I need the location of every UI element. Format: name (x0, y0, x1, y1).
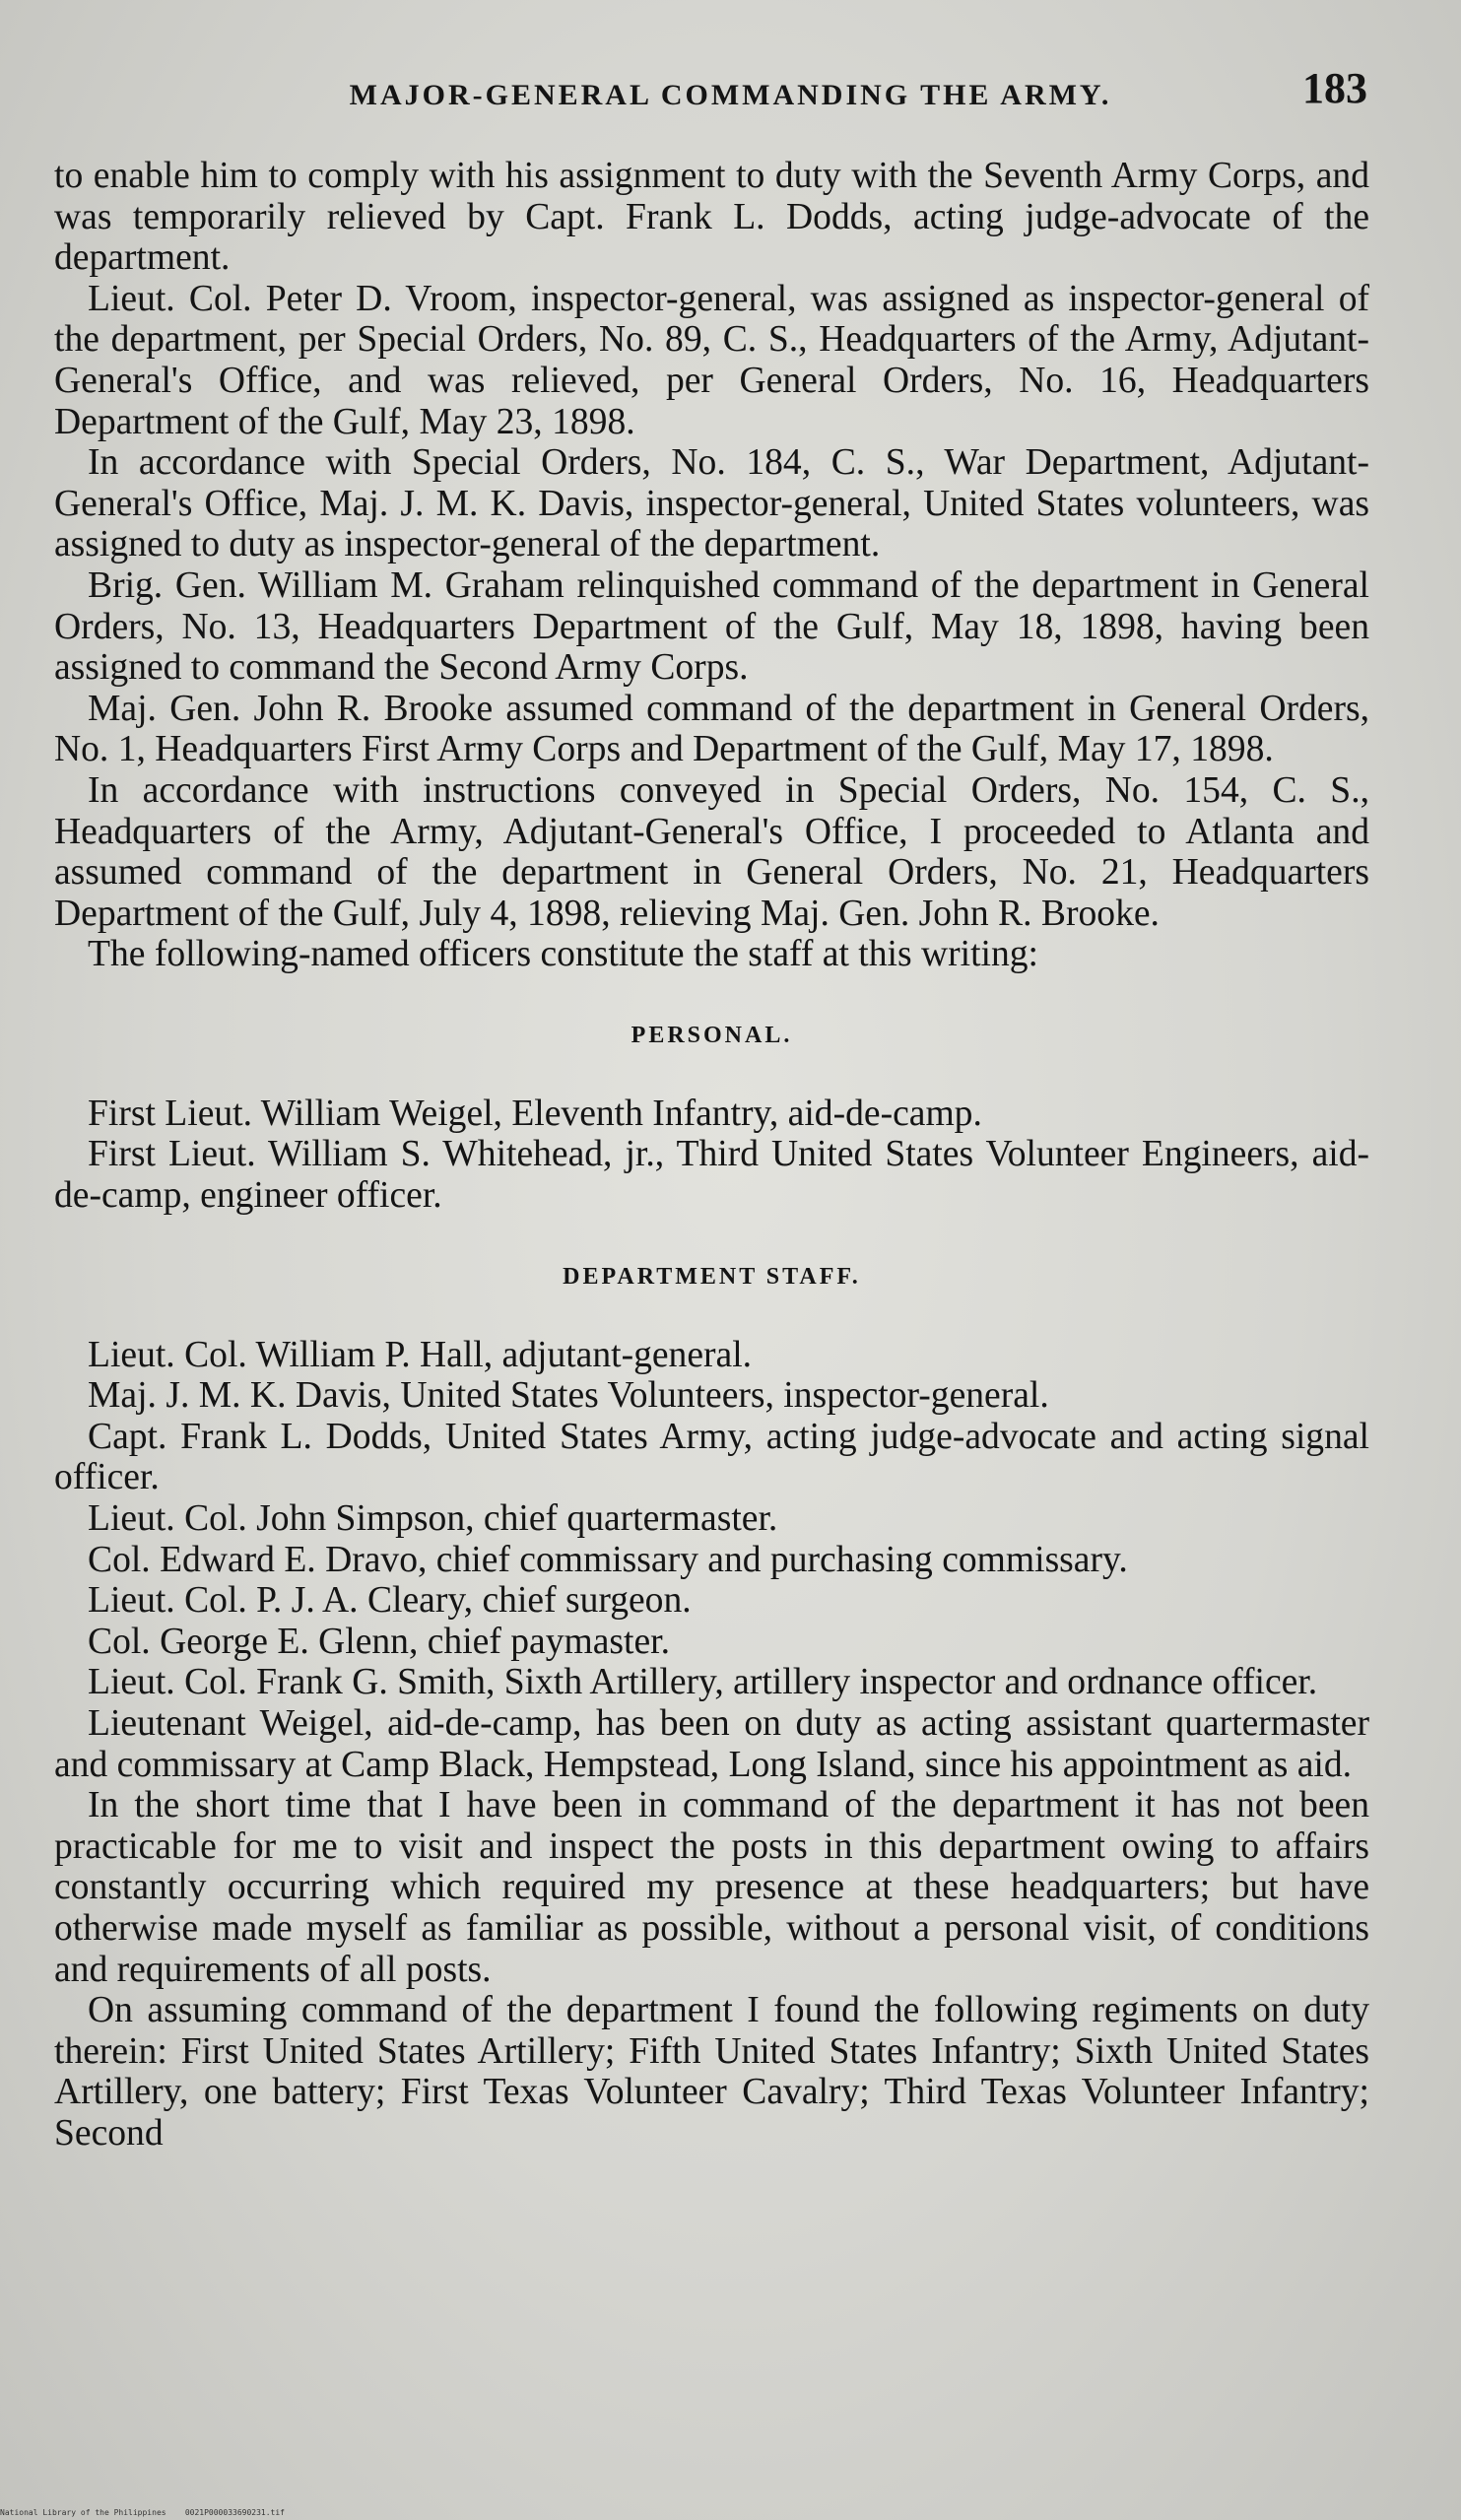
paragraph: In accordance with Special Orders, No. 184, C. S., War Department, Adjutant-General's Office, Maj. J. M. K. Davis, inspector-general, United States volunteers, was assigned to duty as inspector-general of the department. (54, 442, 1369, 565)
staff-line: Maj. J. M. K. Davis, United States Volunteers, inspector-general. (88, 1375, 1049, 1417)
staff-line: Capt. Frank L. Dodds, United States Army, acting judge-advocate and acting signal officer. (54, 1416, 1369, 1498)
paragraph: Maj. Gen. John R. Brooke assumed command of the department in General Orders, No. 1, Headquarters First Army Corps and Department of the Gulf, May 17, 1898. (54, 688, 1369, 770)
scan-footer-note: National Library of the Philippines 0021P000033690231.tif (0, 2508, 285, 2517)
section-heading-personal: PERSONAL. (631, 1022, 793, 1048)
staff-line: Lieut. Col. John Simpson, chief quartermaster. (88, 1498, 778, 1540)
staff-line: Col. Edward E. Dravo, chief commissary and purchasing commissary. (88, 1539, 1128, 1580)
paragraph: Lieut. Col. Peter D. Vroom, inspector-general, was assigned as inspector-general of the department, per Special Orders, No. 89, C. S., Headquarters of the Army, Adjutant-General's Office, and was relieved, per General Orders, No. 16, Headquarters Department of the Gulf, May 23, 1898. (54, 278, 1369, 442)
staff-line: First Lieut. William S. Whitehead, jr., Third United States Volunteer Engineers, aid-de-camp, engineer officer. (54, 1134, 1369, 1217)
paragraph: Lieutenant Weigel, aid-de-camp, has been on duty as acting assistant quartermaster and commissary at Camp Black, Hempstead, Long Island, since his appointment as aid. (54, 1703, 1369, 1785)
paragraph: On assuming command of the department I found the following regiments on duty therein: First United States Artillery; Fifth United States Infantry; Sixth United States Artillery, one battery; First Texas Volunteer Cavalry; Third Texas Volunteer Infantry; Second (54, 1990, 1369, 2154)
paragraph: In the short time that I have been in command of the department it has not been practicable for me to visit and inspect the posts in this department owing to affairs constantly occurring which required my presence at these headquarters; but have otherwise made myself as familiar as possible, without a personal visit, of conditions and requirements of all posts. (54, 1785, 1369, 1990)
paragraph: Brig. Gen. William M. Graham relinquished command of the department in General Orders, No. 13, Headquarters Department of the Gulf, May 18, 1898, having been assigned to command the Second Army Corps. (54, 564, 1369, 689)
staff-line: First Lieut. William Weigel, Eleventh Infantry, aid-de-camp. (88, 1093, 982, 1134)
paragraph: The following-named officers constitute the staff at this writing: (88, 934, 1038, 975)
section-heading-department-staff: DEPARTMENT STAFF. (563, 1263, 861, 1290)
paragraph: In accordance with instructions conveyed in Special Orders, No. 154, C. S., Headquarters of the Army, Adjutant-General's Office, I proceeded to Atlanta and assumed command of the department in General Orders, No. 21, Headquarters Department of the Gulf, July 4, 1898, relieving Maj. Gen. John R. Brooke. (54, 769, 1369, 934)
running-header: MAJOR-GENERAL COMMANDING THE ARMY. (349, 79, 1112, 111)
body-text (54, 156, 1369, 2155)
staff-line: Col. George E. Glenn, chief paymaster. (88, 1621, 670, 1662)
paragraph: to enable him to comply with his assignment to duty with the Seventh Army Corps, and was temporarily relieved by Capt. Frank L. Dodds, acting judge-advocate of the department. (54, 156, 1369, 279)
staff-line: Lieut. Col. P. J. A. Cleary, chief surgeon. (88, 1580, 692, 1622)
staff-line: Lieut. Col. William P. Hall, adjutant-general. (88, 1334, 753, 1375)
staff-line: Lieut. Col. Frank G. Smith, Sixth Artillery, artillery inspector and ordnance officer. (88, 1662, 1318, 1703)
page-number: 183 (1302, 64, 1367, 112)
